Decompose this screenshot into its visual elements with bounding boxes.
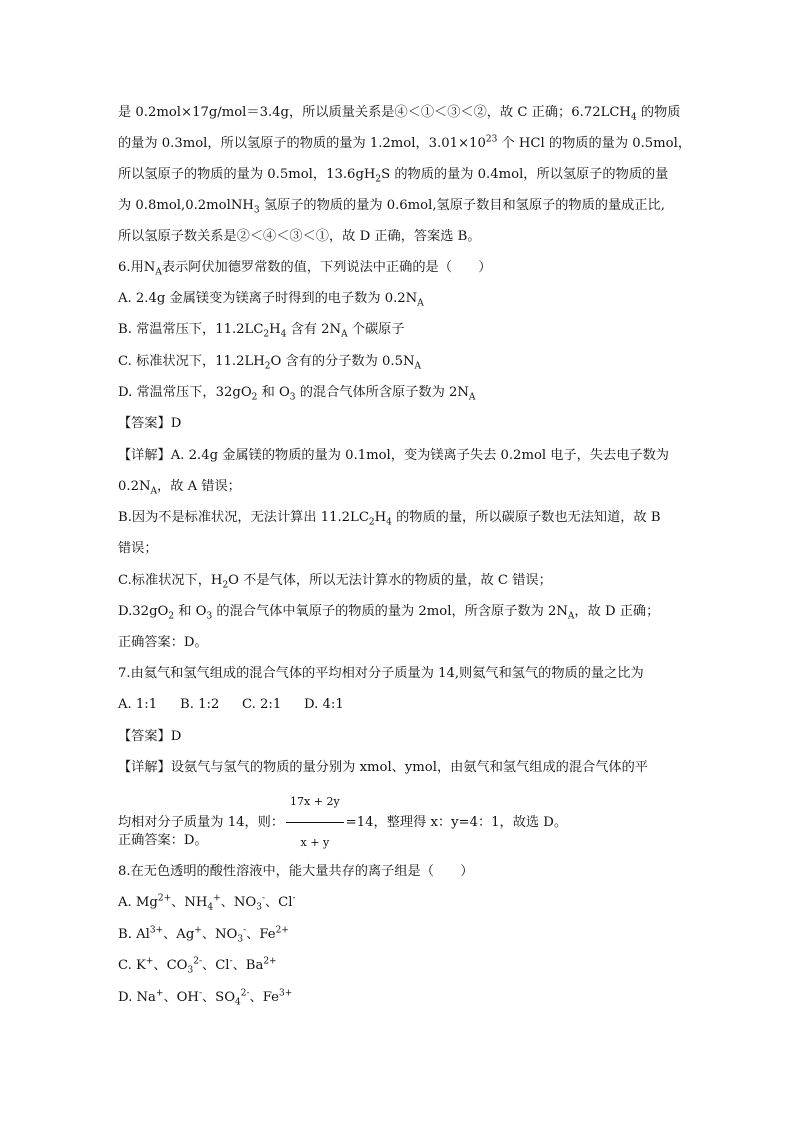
q7-option-b: B. 1:2 <box>180 697 220 712</box>
q6-option-d: D. 常温常压下，$32gO_2$ 和 $O_3$ 的混合气体所含原子数为 $2N_A$ <box>118 385 476 403</box>
q7-stem: 7.由氦气和氢气组成的混合气体的平均相对分子质量为 14,则氦气和氢气的物质的量之比为 <box>118 666 644 681</box>
q8-stem: 8.在无色透明的酸性溶液中，能大量共存的离子组是（ ） <box>118 864 474 879</box>
q8-option-c: C. K+、$CO_3^{2-}$、Cl-、$Ba^{2+}$ <box>118 956 277 976</box>
q6-explain-6: $D.32gO_2$ 和 $O_3$ 的混合气体中氧原子的物质的量为 2mol，所含原子数为 $2N_A$，故 D 正确； <box>118 604 660 622</box>
q6-answer: 【答案】D <box>118 416 182 431</box>
q6-option-c: C. 标准状况下，$11.2LH_2O$ 含有的分子数为 $0.5N_A$ <box>118 354 422 372</box>
prev-line-4: 为 0.8mol,0.2molNH$_3$ 氢原子的物质的量为 0.6mol,氢原子数目和氢原子的物质的量成正比, <box>118 198 665 216</box>
q7-explain-2: 均相对分子质量为 14，则： $\frac{17x + 2y}{x + y}$ =14，整理得 x：y=4：1，故选 D。 <box>118 784 678 861</box>
q6-explain-3: B.因为不是标准状况，无法计算出 $11.2LC_2H_4$ 的物质的量，所以碳原子数也无法知道，故 B <box>118 510 661 528</box>
fraction-numerator: 17x + 2y <box>286 784 344 823</box>
q7-explain-1: 【详解】设氨气与氢气的物质的量分别为 xmol、ymol，由氨气和氢气组成的混合气体的平 <box>118 760 648 775</box>
q6-explain-2: $0.2N_A$，故 A 错误； <box>118 479 241 497</box>
prev-line-1: 是 0.2mol×17g/mol＝3.4g，所以质量关系是④＜①＜③＜②，故 C 正确；$6.72LCH_4$ 的物质 <box>118 105 681 123</box>
q7-answer: 【答案】D <box>118 729 182 744</box>
q6-option-a: A. 2.4g 金属镁变为镁离子时得到的电子数为 $0.2N_A$ <box>118 291 424 309</box>
prev-line-3: 所以氢原子的物质的量为 0.5mol，$13.6gH_2S$ 的物质的量为 0.4mol，所以氢原子的物质的量 <box>118 167 669 185</box>
q8-option-a: A. $Mg^{2+}$、$NH_4^+$、$NO_3^-$、Cl- <box>118 893 296 913</box>
prev-line-2: 的量为 0.3mol，所以氢原子的物质的量为 1.2mol，$3.01\times 10^{23}$ 个 HCl 的物质的量为 0.5mol， <box>118 134 692 151</box>
q7-options <box>118 695 678 715</box>
fraction-denominator: x + y <box>300 836 330 849</box>
q6-option-b: B. 常温常压下，$11.2LC_2H_4$ 含有 $2N_A$ 个碳原子 <box>118 322 405 340</box>
q6-explain-1: 【详解】A. 2.4g 金属镁的物质的量为 0.1mol，变为镁离子失去 0.2mol 电子，失去电子数为 <box>118 448 669 463</box>
q7-option-a: A. 1:1 <box>118 697 158 712</box>
q8-option-b: B. $Al^{3+}$、Ag+、$NO_3^-$、$Fe^{2+}$ <box>118 925 289 945</box>
q7-option-c: C. 2:1 <box>242 697 282 712</box>
q6-explain-5: C.标准状况下，$H_2O$ 不是气体，所以无法计算水的物质的量，故 C 错误； <box>118 573 552 591</box>
q6-stem: 6.用$N_A$表示阿伏加德罗常数的值，下列说法中正确的是（ ） <box>118 260 492 278</box>
q8-option-d: D. Na+、OH-、$SO_4^{2-}$、$Fe^{3+}$ <box>118 988 293 1008</box>
prev-line-5: 所以氢原子数关系是②＜④＜③＜①，故 D 正确，答案选 B。 <box>118 229 481 244</box>
q6-final-answer: 正确答案：D。 <box>118 635 208 650</box>
q7-final-answer: 正确答案：D。 <box>118 833 208 848</box>
q7-option-d: D. 4:1 <box>304 697 344 712</box>
q6-explain-4: 错误； <box>118 541 158 556</box>
